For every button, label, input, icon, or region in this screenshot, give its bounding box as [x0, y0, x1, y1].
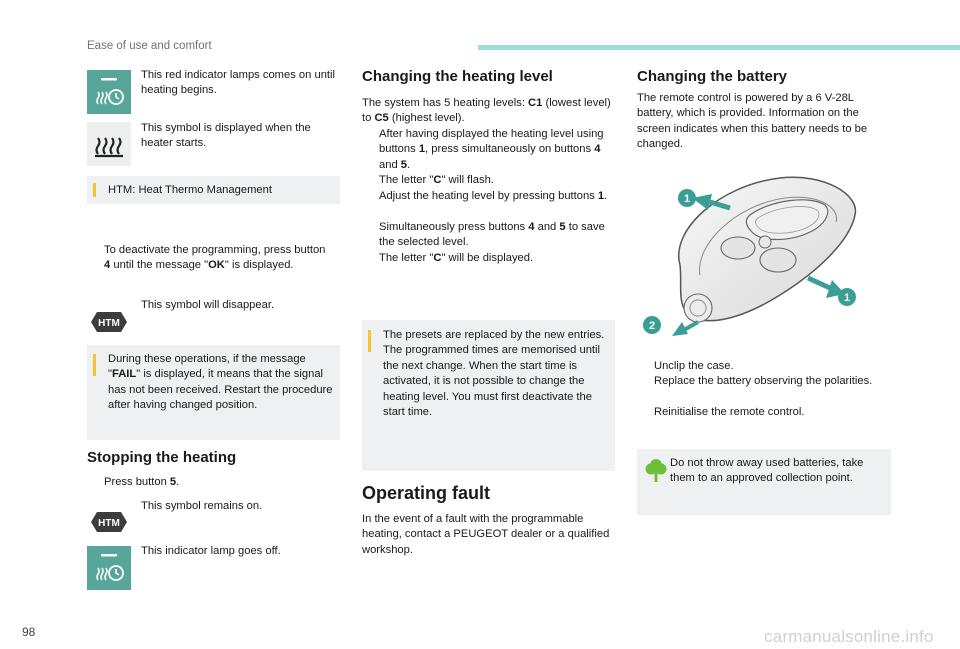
button-number: 4: [594, 143, 601, 156]
page-number: 98: [22, 625, 36, 639]
level-letter: C: [433, 174, 442, 187]
button-number: 1: [418, 143, 426, 156]
htm-disappear-description: This symbol will disappear.: [141, 299, 275, 311]
operating-fault-text: In the event of a fault with the programmable heating, contact a PEUGEOT dealer or a qualified workshop.: [362, 513, 610, 556]
red-lamp-description: This red indicator lamps comes on until heating begins.: [141, 69, 336, 97]
note-marker: [93, 183, 96, 197]
text-run: Press button: [104, 476, 170, 488]
text-run: and: [379, 158, 401, 171]
htm-icon: [87, 500, 131, 544]
eco-note-text: Do not throw away used batteries, take them to an approved collection point.: [670, 457, 864, 485]
callout-label: 1: [843, 292, 851, 304]
text-run: Adjust the heating level by pressing buttons: [379, 190, 598, 202]
text-run: " is displayed.: [224, 259, 294, 272]
message-code: FAIL: [111, 368, 137, 381]
button-number: 4: [528, 221, 535, 233]
htm-icon-label: HTM: [98, 518, 120, 529]
text-run: Simultaneously press buttons: [379, 221, 529, 233]
text-run: (highest level).: [388, 112, 465, 125]
text-run: , press simultaneously on buttons: [425, 143, 595, 156]
battery-intro: The remote control is powered by a 6 V-28L battery, which is provided. Information on the screen indicates when this battery needs to be changed.: [637, 92, 868, 151]
heating-level-intro: [362, 96, 612, 127]
eco-tree-icon: [645, 457, 667, 483]
text-run: and: [534, 221, 560, 233]
text-run: (lowest level) to: [362, 97, 611, 125]
note-marker: [93, 354, 96, 376]
text-run: " will be displayed.: [441, 251, 534, 264]
heater-symbol-description: This symbol is displayed when the heater starts.: [141, 122, 311, 150]
heating-timer-lamp-icon: [87, 546, 131, 590]
remains-on-description: This symbol remains on.: [141, 500, 263, 512]
presets-note: [362, 320, 615, 471]
text-run: .: [604, 190, 608, 202]
button-number: 4: [104, 259, 111, 272]
text-run: The system has 5 heating levels:: [362, 97, 529, 109]
remote-control-illustration: [640, 170, 870, 342]
callout-label: 1: [683, 193, 691, 205]
fail-note-text: [108, 352, 334, 414]
heating-timer-lamp-icon: [87, 70, 131, 114]
text-run: until the message ": [110, 259, 209, 272]
htm-note-text: HTM: Heat Thermo Management: [108, 184, 272, 196]
text-run: To deactivate the programming, press button: [104, 244, 326, 256]
heater-icon: [87, 122, 131, 166]
section-title: Ease of use and comfort: [87, 40, 212, 52]
watermark: carmanualsonline.info: [764, 627, 934, 646]
level-code: C5: [374, 112, 389, 125]
operating-fault-heading: Operating fault: [362, 483, 491, 503]
htm-icon-label: HTM: [98, 318, 120, 329]
text-run: .: [176, 476, 180, 488]
stopping-heading: Stopping the heating: [87, 449, 237, 466]
bullet-text: Replace the battery observing the polarities.: [654, 375, 873, 387]
bullet-text: Unclip the case.: [654, 360, 734, 372]
bullet-text: Reinitialise the remote control.: [654, 406, 805, 418]
text-run: " will flash.: [441, 174, 494, 187]
button-number: 1: [597, 190, 605, 202]
eco-note: [637, 449, 891, 515]
note-marker: [368, 330, 371, 352]
text-run: The letter ": [379, 251, 434, 264]
text-run: The letter ": [379, 174, 434, 187]
message-code: OK: [208, 259, 225, 272]
level-code: C1: [528, 97, 543, 109]
battery-heading: Changing the battery: [637, 68, 788, 85]
fail-note: [87, 345, 340, 440]
button-number: 5: [559, 221, 566, 233]
callout-label: 2: [648, 320, 656, 332]
text-run: .: [407, 158, 411, 171]
heating-level-heading: Changing the heating level: [362, 68, 553, 85]
presets-note-text: The presets are replaced by the new entries. The programmed times are memorised until the next change. When the start time is activated, it is not possible to change the heating level. You must first deactivate the start time.: [383, 329, 605, 419]
htm-note: [87, 176, 340, 204]
text-run: to save the selected level.: [379, 221, 605, 249]
text-run: During these operations, if the message ": [108, 353, 306, 381]
button-number: 5: [400, 158, 408, 171]
level-letter: C: [433, 251, 442, 264]
text-run: " is displayed, it means that the signal has not been received. Restart the procedure after having changed position.: [108, 368, 333, 412]
button-number: 5: [169, 476, 177, 488]
text-run: After having displayed the heating level using buttons: [379, 128, 604, 156]
header-accent-bar: [478, 45, 960, 50]
htm-icon: [87, 300, 131, 344]
lamp-off-description: This indicator lamp goes off.: [141, 545, 281, 557]
